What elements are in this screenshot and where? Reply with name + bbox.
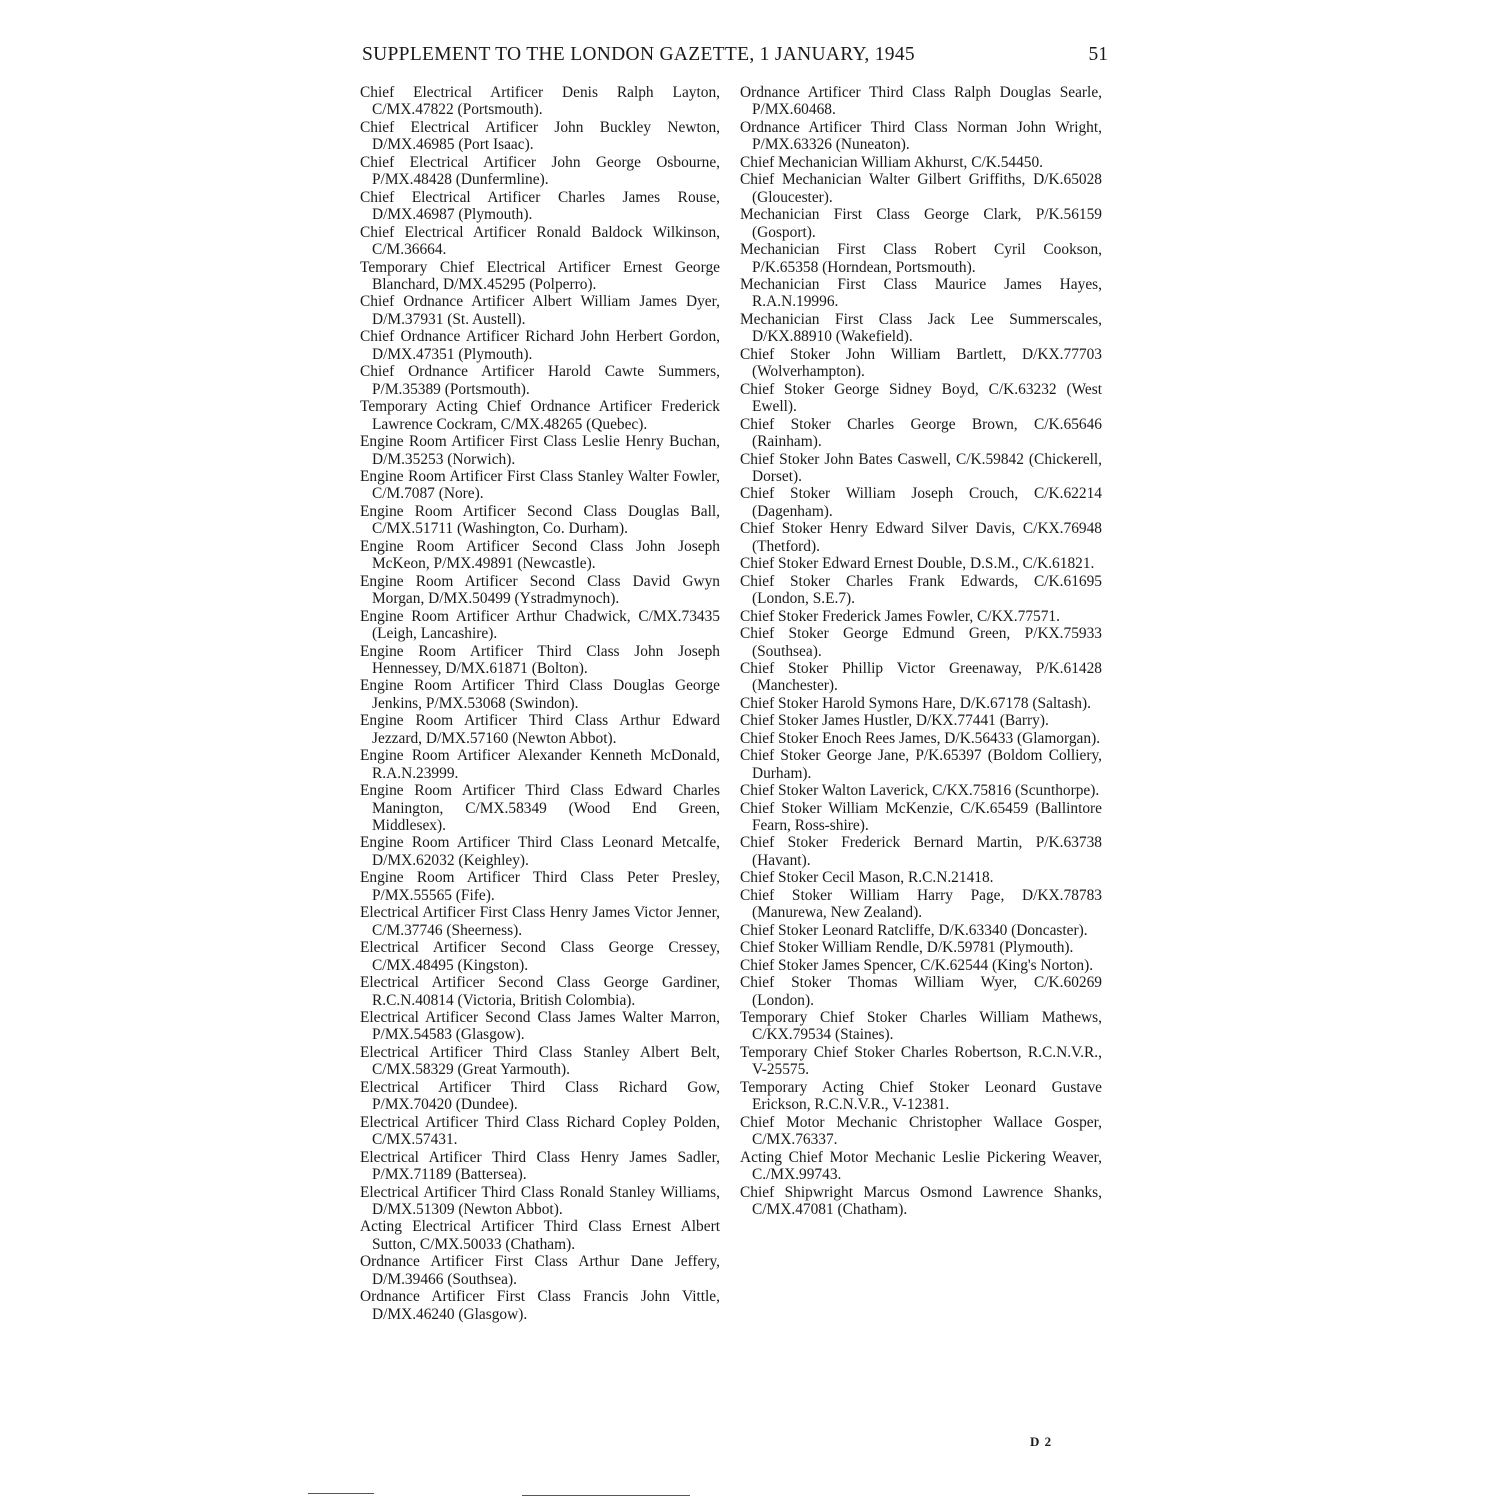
list-item: Chief Stoker William Harry Page, D/KX.78783 (Manurewa, New Zealand). — [740, 886, 1102, 922]
list-item: Chief Stoker James Hustler, D/KX.77441 (Barry). — [740, 712, 1049, 730]
list-item: Chief Stoker Charles George Brown, C/K.65646 (Rainham). — [740, 415, 1102, 451]
list-item: Chief Stoker John Bates Caswell, C/K.59842 (Chickerell, Dorset). — [740, 450, 1102, 485]
page-header — [362, 44, 1108, 78]
list-item: Chief Stoker Phillip Victor Greenaway, P/K.61428 (Manchester). — [740, 659, 1102, 695]
list-item: Ordnance Artificer First Class Arthur Dane Jeffery, D/M.39466 (Southsea). — [360, 1253, 720, 1288]
list-item: Temporary Acting Chief Ordnance Artificer Frederick Lawrence Cockram, C/MX.48265 (Quebec). — [360, 398, 720, 433]
list-item: Mechanician First Class Robert Cyril Cookson, P/K.65358 (Horndean, Portsmouth). — [740, 241, 1102, 276]
list-item: Temporary Chief Electrical Artificer Ernest George Blanchard, D/MX.45295 (Polperro). — [360, 258, 720, 293]
list-item: Mechanician First Class Maurice James Hayes, R.A.N.19996. — [740, 275, 1102, 311]
list-item: Chief Stoker George Sidney Boyd, C/K.63232 (West Ewell). — [740, 380, 1102, 416]
list-item: Ordnance Artificer Third Class Ralph Douglas Searle, P/MX.60468. — [740, 84, 1102, 119]
list-item: Chief Shipwright Marcus Osmond Lawrence Shanks, C/MX.47081 (Chatham). — [740, 1183, 1102, 1218]
list-item: Chief Electrical Artificer Ronald Baldock Wilkinson, C/M.36664. — [360, 223, 720, 259]
gazette-title: SUPPLEMENT TO THE LONDON GAZETTE, 1 JANUARY, 1945 — [362, 44, 915, 65]
list-item: Chief Electrical Artificer John Buckley Newton, D/MX.46985 (Port Isaac). — [360, 118, 720, 154]
list-item: Engine Room Artificer Arthur Chadwick, C/MX.73435 (Leigh, Lancashire). — [360, 607, 720, 643]
list-item: Engine Room Artificer Third Class Arthur Edward Jezzard, D/MX.57160 (Newton Abbot). — [360, 712, 720, 747]
list-item: Chief Electrical Artificer John George Osbourne, P/MX.48428 (Dunfermline). — [360, 153, 720, 189]
list-item: Chief Electrical Artificer Charles James Rouse, D/MX.46987 (Plymouth). — [360, 188, 720, 224]
list-item: Chief Mechanician William Akhurst, C/K.54450. — [740, 153, 1044, 171]
list-item: Electrical Artificer Second Class George Gardiner, R.C.N.40814 (Victoria, British Colombia). — [360, 974, 720, 1009]
list-item: Engine Room Artificer Third Class Peter Presley, P/MX.55565 (Fife). — [360, 869, 720, 904]
signature-mark: D 2 — [1030, 1434, 1053, 1449]
list-item: Mechanician First Class George Clark, P/K.56159 (Gosport). — [740, 206, 1102, 241]
list-item: Chief Stoker Walton Laverick, C/KX.75816 (Scunthorpe). — [740, 782, 1100, 800]
list-item: Engine Room Artificer Second Class John Joseph McKeon, P/MX.49891 (Newcastle). — [360, 537, 720, 573]
list-item: Electrical Artificer Third Class Stanley Albert Belt, C/MX.58329 (Great Yarmouth). — [360, 1043, 720, 1079]
list-item: Electrical Artificer First Class Henry James Victor Jenner, C/M.37746 (Sheerness). — [360, 904, 720, 939]
list-item: Electrical Artificer Third Class Richard Copley Polden, C/MX.57431. — [360, 1113, 720, 1149]
list-item: Engine Room Artificer First Class Leslie Henry Buchan, D/M.35253 (Norwich). — [360, 433, 720, 468]
list-item: Chief Stoker Charles Frank Edwards, C/K.61695 (London, S.E.7). — [740, 572, 1102, 608]
list-item: Chief Stoker Edward Ernest Double, D.S.M., C/K.61821. — [740, 555, 1095, 573]
list-item: Engine Room Artificer Second Class David Gwyn Morgan, D/MX.50499 (Ystradmynoch). — [360, 572, 720, 608]
list-item: Chief Stoker Harold Symons Hare, D/K.67178 (Saltash). — [740, 694, 1091, 712]
page-number: 51 — [1088, 44, 1108, 65]
list-item: Chief Stoker Frederick Bernard Martin, P/K.63738 (Havant). — [740, 834, 1102, 869]
list-item: Ordnance Artificer Third Class Norman John Wright, P/MX.63326 (Nuneaton). — [740, 118, 1102, 154]
list-item: Chief Ordnance Artificer Richard John Herbert Gordon, D/MX.47351 (Plymouth). — [360, 328, 720, 363]
list-item: Acting Electrical Artificer Third Class Ernest Albert Sutton, C/MX.50033 (Chatham). — [360, 1218, 720, 1253]
list-item: Electrical Artificer Third Class Ronald Stanley Williams, D/MX.51309 (Newton Abbot). — [360, 1183, 720, 1218]
list-item: Chief Stoker Thomas William Wyer, C/K.60269 (London). — [740, 974, 1102, 1009]
list-item: Chief Stoker William McKenzie, C/K.65459 (Ballintore Fearn, Ross-shire). — [740, 799, 1102, 835]
list-item: Chief Stoker Enoch Rees James, D/K.56433 (Glamorgan). — [740, 729, 1101, 747]
list-item: Engine Room Artificer Alexander Kenneth McDonald, R.A.N.23999. — [360, 747, 720, 782]
list-item: Temporary Chief Stoker Charles William Mathews, C/KX.79534 (Staines). — [740, 1009, 1102, 1044]
bottom-rule-left — [308, 1493, 374, 1494]
list-item: Chief Stoker George Edmund Green, P/KX.75933 (Southsea). — [740, 625, 1102, 660]
list-item: Chief Electrical Artificer Denis Ralph Layton, C/MX.47822 (Portsmouth). — [360, 84, 720, 119]
list-item: Chief Stoker Frederick James Fowler, C/KX.77571. — [740, 607, 1060, 625]
list-item: Engine Room Artificer Third Class John Joseph Hennessey, D/MX.61871 (Bolton). — [360, 642, 720, 677]
list-item: Engine Room Artificer First Class Stanley Walter Fowler, C/M.7087 (Nore). — [360, 467, 720, 503]
right-column — [740, 84, 1102, 1218]
list-item: Chief Mechanician Walter Gilbert Griffiths, D/K.65028 (Gloucester). — [740, 171, 1102, 206]
list-item: Chief Stoker William Joseph Crouch, C/K.62214 (Dagenham). — [740, 485, 1102, 520]
list-item: Chief Stoker John William Bartlett, D/KX.77703 (Wolverhampton). — [740, 345, 1102, 381]
list-item: Chief Ordnance Artificer Albert William James Dyer, D/M.37931 (St. Austell). — [360, 293, 720, 328]
list-item: Engine Room Artificer Third Class Edward Charles Manington, C/MX.58349 (Wood End Green, Middlesex). — [360, 782, 720, 835]
list-item: Engine Room Artificer Third Class Douglas George Jenkins, P/MX.53068 (Swindon). — [360, 677, 720, 712]
list-item: Chief Stoker Henry Edward Silver Davis, C/KX.76948 (Thetford). — [740, 520, 1102, 555]
list-item: Temporary Chief Stoker Charles Robertson, R.C.N.V.R., V-25575. — [740, 1043, 1102, 1079]
list-item: Electrical Artificer Second Class James Walter Marron, P/MX.54583 (Glasgow). — [360, 1009, 720, 1044]
list-item: Electrical Artificer Third Class Henry James Sadler, P/MX.71189 (Battersea). — [360, 1148, 720, 1184]
list-item: Chief Stoker William Rendle, D/K.59781 (Plymouth). — [740, 939, 1074, 957]
list-item: Chief Motor Mechanic Christopher Wallace Gosper, C/MX.76337. — [740, 1113, 1102, 1149]
left-column — [360, 84, 720, 1323]
list-item: Acting Chief Motor Mechanic Leslie Pickering Weaver, C./MX.99743. — [740, 1148, 1102, 1184]
bottom-rule-right — [522, 1495, 690, 1496]
list-item: Chief Ordnance Artificer Harold Cawte Summers, P/M.35389 (Portsmouth). — [360, 363, 720, 398]
list-item: Ordnance Artificer First Class Francis John Vittle, D/MX.46240 (Glasgow). — [360, 1288, 720, 1323]
list-item: Engine Room Artificer Third Class Leonard Metcalfe, D/MX.62032 (Keighley). — [360, 834, 720, 869]
list-item: Chief Stoker James Spencer, C/K.62544 (King's Norton). — [740, 956, 1094, 974]
list-item: Chief Stoker George Jane, P/K.65397 (Boldom Colliery, Durham). — [740, 747, 1102, 782]
list-item: Chief Stoker Cecil Mason, R.C.N.21418. — [740, 869, 994, 887]
list-item: Electrical Artificer Third Class Richard Gow, P/MX.70420 (Dundee). — [360, 1078, 720, 1114]
list-item: Temporary Acting Chief Stoker Leonard Gustave Erickson, R.C.N.V.R., V-12381. — [740, 1078, 1102, 1114]
list-item: Electrical Artificer Second Class George Cressey, C/MX.48495 (Kingston). — [360, 939, 720, 974]
list-item: Mechanician First Class Jack Lee Summerscales, D/KX.88910 (Wakefield). — [740, 310, 1102, 346]
list-item: Chief Stoker Leonard Ratcliffe, D/K.63340 (Doncaster). — [740, 921, 1088, 939]
list-item: Engine Room Artificer Second Class Douglas Ball, C/MX.51711 (Washington, Co. Durham). — [360, 502, 720, 538]
